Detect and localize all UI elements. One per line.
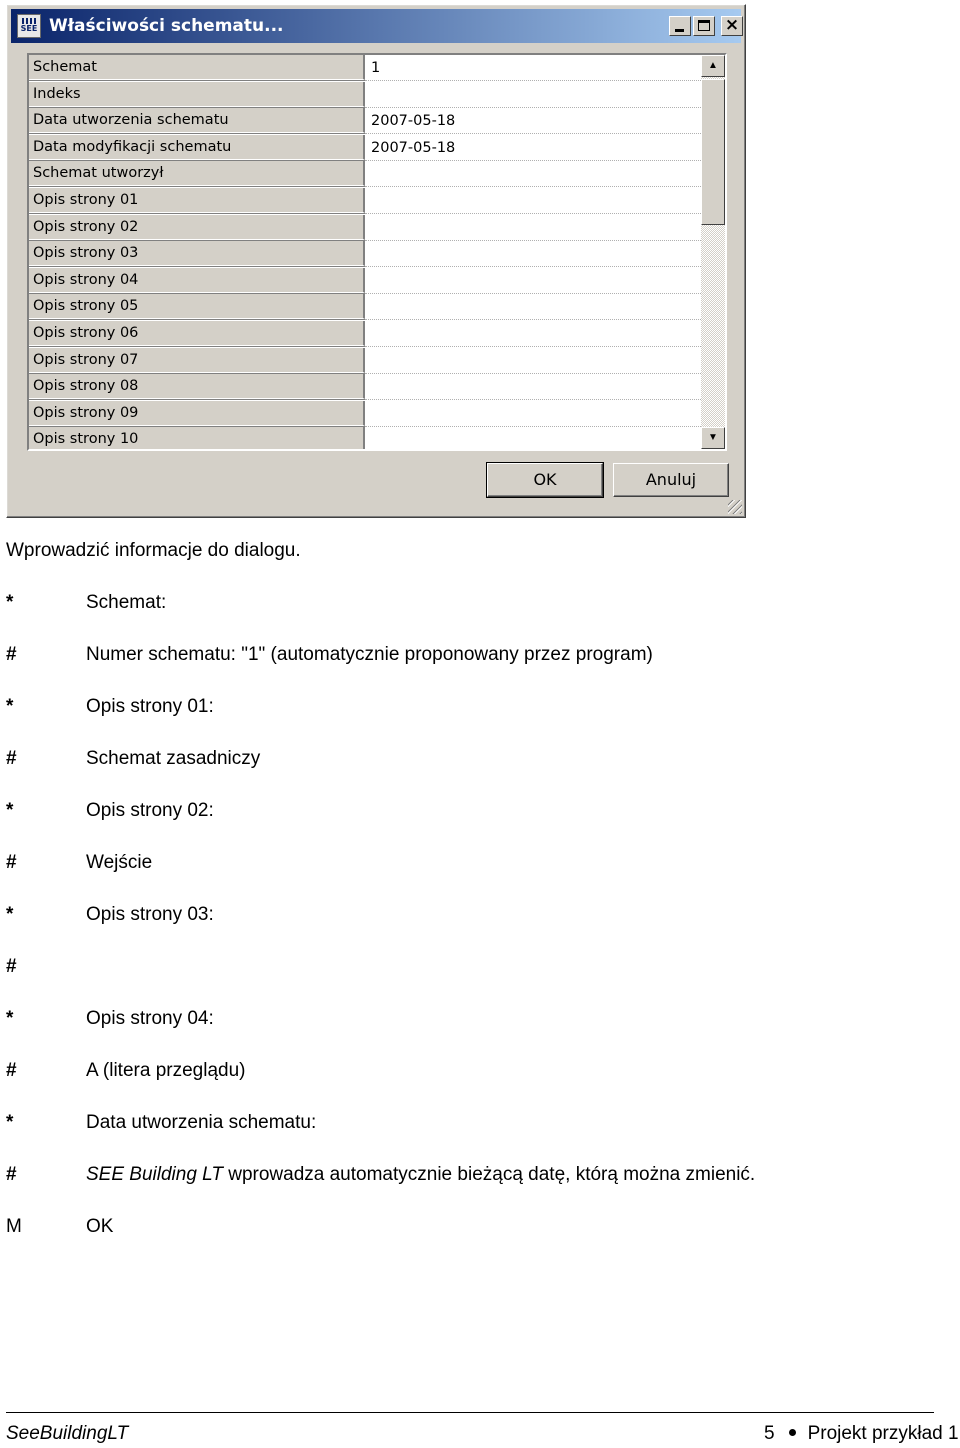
close-button[interactable] [721,16,743,36]
list-marker: * [6,696,14,717]
list-marker: # [6,1060,17,1081]
property-row[interactable] [29,161,705,188]
property-label: Schemat utworzył [29,161,365,186]
property-label: Indeks [29,82,365,107]
list-item [0,852,960,882]
property-value-field[interactable] [365,188,705,214]
app-icon[interactable]: SEE [17,14,41,38]
footer-product: SeeBuildingLT [6,1423,129,1444]
dialog-title: Właściwości schematu... [49,16,284,36]
maximize-button[interactable] [693,16,715,36]
property-label: Data modyfikacji schematu [29,135,365,160]
property-label: Data utworzenia schematu [29,108,365,133]
list-marker: * [6,904,14,925]
property-row[interactable] [29,55,705,82]
list-text: Data utworzenia schematu: [86,1112,317,1133]
property-value-field[interactable]: 2007-05-18 [365,135,705,161]
property-row[interactable] [29,294,705,321]
list-item [0,748,960,778]
list-item [0,1164,960,1194]
list-text: Opis strony 04: [86,1008,214,1029]
property-value-field[interactable] [365,241,705,267]
property-rows [29,55,705,451]
list-item [0,1216,960,1246]
page-number: 5 [764,1423,775,1444]
property-row[interactable] [29,427,705,451]
property-label: Opis strony 01 [29,188,365,213]
title-bar[interactable] [11,9,741,43]
property-value-field[interactable]: 2007-05-18 [365,108,705,134]
property-row[interactable] [29,82,705,109]
list-text [86,1164,755,1186]
property-value-field[interactable] [365,215,705,241]
footer-divider [6,1412,934,1413]
scroll-thumb[interactable] [701,79,725,225]
property-value-field[interactable] [365,321,705,347]
list-text: Schemat zasadniczy [86,748,261,769]
arrow-down-icon: ▼ [708,432,718,443]
list-text: Wejście [86,852,153,873]
property-row[interactable] [29,321,705,348]
list-marker: * [6,592,14,613]
list-text: A (litera przeglądu) [86,1060,246,1081]
property-row[interactable] [29,241,705,268]
property-grid [27,53,727,451]
list-text: Numer schematu: "1" (automatycznie proponowany przez program) [86,644,653,665]
property-label: Opis strony 05 [29,294,365,319]
property-value-field[interactable] [365,374,705,400]
list-item [0,644,960,674]
property-row[interactable] [29,188,705,215]
list-text: Opis strony 03: [86,904,214,925]
list-text: Opis strony 02: [86,800,214,821]
property-value-field[interactable]: 1 [365,55,705,81]
properties-dialog [6,4,746,518]
property-label: Opis strony 04 [29,268,365,293]
list-text-rest: wprowadza automatycznie bieżącą datę, którą można zmienić. [222,1164,756,1185]
list-marker: # [6,748,17,769]
property-label: Schemat [29,55,365,80]
property-value-field[interactable] [365,294,705,320]
list-marker: # [6,644,17,665]
scroll-down-button[interactable] [701,427,725,449]
list-marker: M [6,1216,22,1237]
property-value-field[interactable] [365,268,705,294]
scroll-up-button[interactable] [701,55,725,77]
list-marker: * [6,1008,14,1029]
list-marker: # [6,852,17,873]
list-item [0,800,960,830]
property-value-field[interactable] [365,348,705,374]
resize-grip-icon[interactable] [728,500,742,514]
property-value-field[interactable] [365,82,705,108]
property-label: Opis strony 07 [29,348,365,373]
list-text: Opis strony 01: [86,696,214,717]
list-text: Schemat: [86,592,167,613]
list-marker: # [6,1164,17,1185]
bullet-icon [789,1429,796,1436]
list-item [0,956,960,986]
property-row[interactable] [29,268,705,295]
list-item [0,592,960,622]
intro-text: Wprowadzić informacje do dialogu. [6,540,301,561]
property-row[interactable] [29,215,705,242]
list-text: OK [86,1216,114,1237]
property-label: Opis strony 09 [29,401,365,426]
property-label: Opis strony 06 [29,321,365,346]
property-value-field[interactable] [365,427,705,451]
property-row[interactable] [29,135,705,162]
property-label: Opis strony 03 [29,241,365,266]
vertical-scrollbar[interactable] [701,55,725,449]
minimize-button[interactable] [669,16,691,36]
property-label: Opis strony 02 [29,215,365,240]
close-icon: × [724,15,740,35]
property-label: Opis strony 10 [29,427,365,451]
list-marker: # [6,956,17,977]
list-item [0,1060,960,1090]
list-marker: * [6,1112,14,1133]
list-item [0,1112,960,1142]
minimize-icon [675,29,684,32]
property-label: Opis strony 08 [29,374,365,399]
property-value-field[interactable] [365,401,705,427]
list-item [0,904,960,934]
property-row[interactable] [29,374,705,401]
arrow-up-icon: ▲ [708,60,718,71]
list-item [0,1008,960,1038]
ok-button[interactable]: OK [487,463,603,497]
footer-section: Projekt przykład 1 [807,1423,959,1444]
footer-page-info [764,1423,959,1445]
cancel-button[interactable]: Anuluj [613,463,729,497]
product-name: SEE Building LT [86,1164,223,1185]
property-value-field[interactable] [365,161,705,187]
property-row[interactable] [29,108,705,135]
list-marker: * [6,800,14,821]
list-item [0,696,960,726]
maximize-icon [698,20,710,31]
property-row[interactable] [29,348,705,375]
property-row[interactable] [29,401,705,428]
